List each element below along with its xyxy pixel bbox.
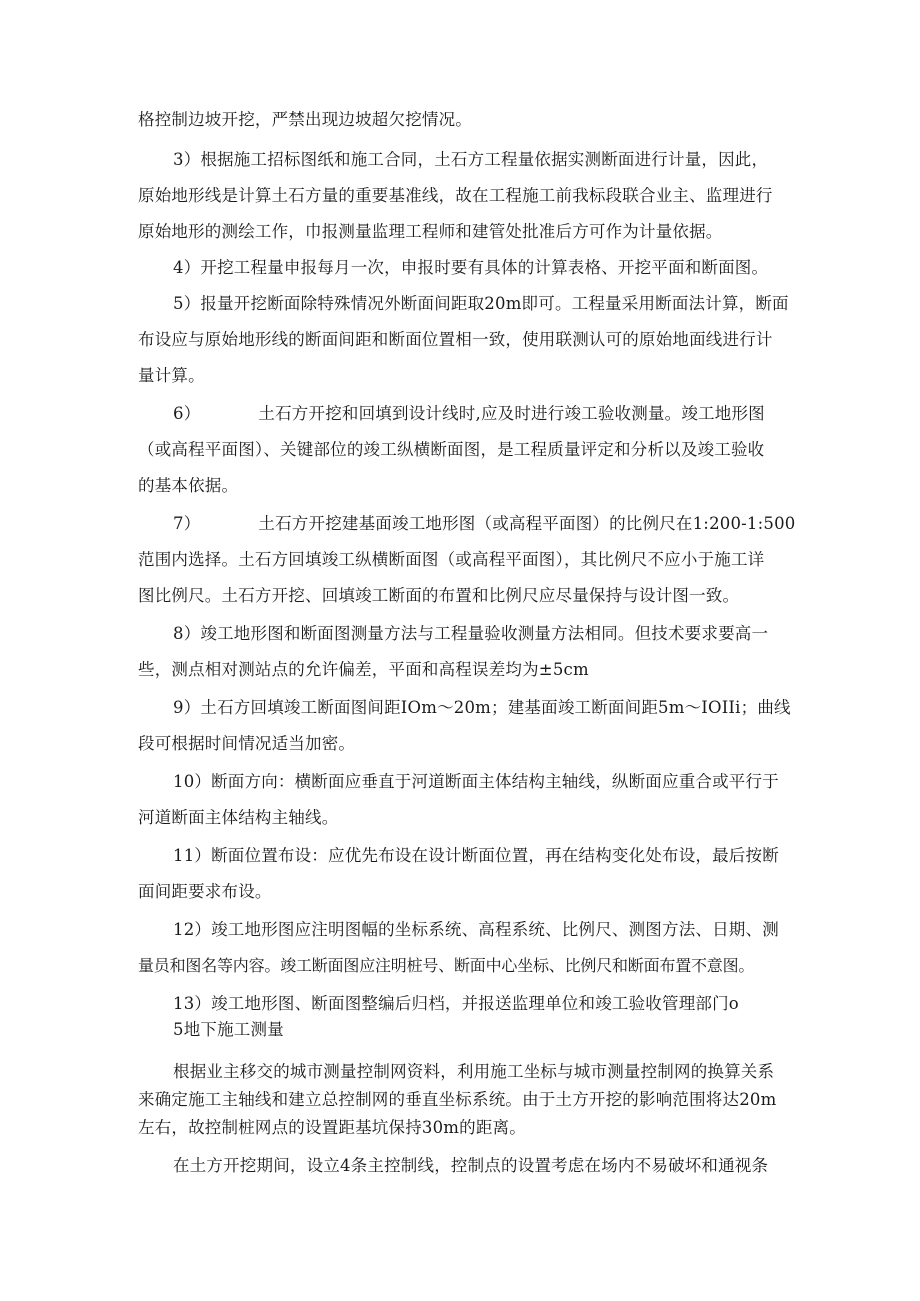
text-line: （或高程平面图）、关键部位的竣工纵横断面图，是工程质量评定和分析以及竣工验收 — [138, 440, 765, 459]
text-line: 原始地形的测绘工作，巾报测量监理工程师和建管处批准后方可作为计量依据。 — [138, 222, 723, 241]
text-line: 面间距要求布设。 — [138, 882, 272, 901]
text-line: 13）竣工地形图、断面图整编后归档，并报送监理单位和竣工验收管理部门o — [173, 994, 739, 1013]
text-line: 河道断面主体结构主轴线。 — [138, 808, 339, 827]
text-line — [173, 514, 795, 534]
text-line: 原始地形线是计算土石方量的重要基准线，故在工程施工前我标段联合业主、监理进行 — [138, 186, 773, 205]
item-number: 7） — [173, 514, 201, 533]
text-line: 3）根据施工招标图纸和施工合同，土石方工程量依据实测断面进行计量，因此， — [173, 150, 769, 169]
text-line: 范围内选择。土石方回填竣工纵横断面图（或高程平面图），其比例尺不应小于施工详 — [138, 550, 765, 569]
text-line — [173, 404, 765, 424]
text-line: 量员和图名等内容。竣工断面图应注明桩号、断面中心坐标、比例尺和断面布置不意图。 — [138, 956, 755, 975]
text-line: 量计算。 — [138, 366, 205, 385]
text-line: 左右，故控制桩网点的设置距基坑保持30m的距离。 — [138, 1118, 526, 1137]
text-line: 的基本依据。 — [138, 476, 239, 495]
text-line: 在土方开挖期间，设立4条主控制线，控制点的设置考虑在场内不易破坏和通视条 — [173, 1156, 769, 1175]
text-line: 4）开挖工程量申报每月一次，申报时要有具体的计算表格、开挖平面和断面图。 — [173, 258, 769, 277]
text-line: 段可根据时间情况适当加密。 — [138, 734, 356, 753]
text-line: 5）报量开挖断面除特殊情况外断面间距取20m即可。工程量采用断面法计算，断面 — [173, 294, 789, 313]
text-line: 9）土石方回填竣工断面图间距IOm～20m；建基面竣工断面间距5m～IOIIi；曲线 — [173, 698, 791, 717]
section-heading: 5地下施工测量 — [173, 1020, 284, 1039]
item-text: 土石方开挖和回填到设计线时,应及时进行竣工验收测量。竣工地形图 — [258, 404, 765, 423]
text-line: 些，测点相对测站点的允许偏差，平面和高程误差均为±5cm — [138, 660, 589, 679]
text-line: 12）竣工地形图应注明图幅的坐标系统、高程系统、比例尺、测图方法、日期、测 — [173, 920, 779, 939]
text-line: 11）断面位置布设：应优先布设在设计断面位置，再在结构变化处布设，最后按断 — [173, 846, 779, 865]
text-line: 格控制边坡开挖，严禁出现边坡超欠挖情况。 — [138, 110, 472, 129]
text-line: 10）断面方向：横断面应垂直于河道断面主体结构主轴线，纵断面应重合或平行于 — [173, 772, 779, 791]
text-line: 图比例尺。土石方开挖、回填竣工断面的布置和比例尺应尽量保持与设计图一致。 — [138, 586, 740, 605]
text-line: 布设应与原始地形线的断面间距和断面位置相一致，使用联测认可的原始地面线进行计 — [138, 330, 773, 349]
text-line: 8）竣工地形图和断面图测量方法与工程量验收测量方法相同。但技术要求要高一 — [173, 624, 769, 643]
item-text: 土石方开挖建基面竣工地形图（或高程平面图）的比例尺在1:200-1:500 — [258, 514, 796, 533]
text-line: 来确定施工主轴线和建立总控制网的垂直坐标系统。由于土方开挖的影响范围将达20m — [138, 1090, 777, 1109]
text-line: 根据业主移交的城市测量控制网资料，利用施工坐标与城市测量控制网的换算关系 — [173, 1062, 775, 1081]
item-number: 6） — [173, 404, 201, 423]
